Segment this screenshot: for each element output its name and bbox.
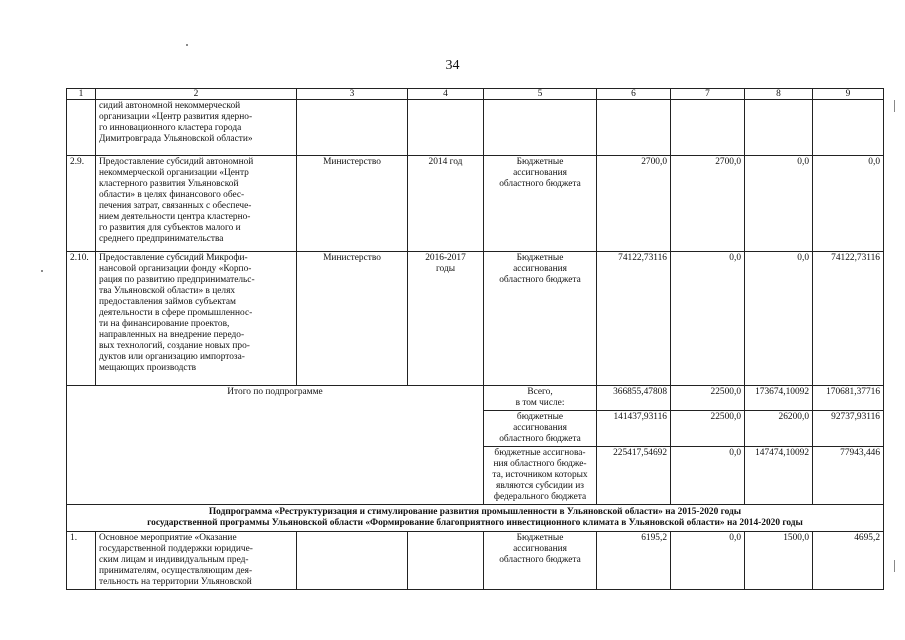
value-cell: 74122,73116 xyxy=(597,252,671,386)
subprogram-heading-row xyxy=(67,505,884,532)
value-cell: 2700,0 xyxy=(597,156,671,252)
source-cell: Бюджетные ассигнования областного бюджета xyxy=(484,532,597,590)
header-cell: 9 xyxy=(813,89,884,100)
source-cell: Бюджетные ассигнования областного бюджета xyxy=(484,156,597,252)
value-cell: 0,0 xyxy=(813,156,884,252)
scan-edge-mark xyxy=(894,560,895,572)
value-cell: 366855,47808 xyxy=(597,386,671,411)
value-cell: 0,0 xyxy=(745,252,813,386)
row-number: 2.10. xyxy=(67,252,96,386)
header-cell: 6 xyxy=(597,89,671,100)
responsible-cell xyxy=(297,100,408,156)
value-cell: 0,0 xyxy=(671,447,745,505)
value-cell xyxy=(813,100,884,156)
value-cell: 147474,10092 xyxy=(745,447,813,505)
header-cell: 1 xyxy=(67,89,96,100)
value-cell: 1500,0 xyxy=(745,532,813,590)
row-number: 2.9. xyxy=(67,156,96,252)
value-cell: 141437,93116 xyxy=(597,411,671,447)
responsible-cell: Министерство xyxy=(297,252,408,386)
value-cell: 0,0 xyxy=(745,156,813,252)
subprogram-title-line2: государственной программы Ульяновской области «Формирование благоприятного инвестиционного климата в Ульяновской области» на 2014-2020 годы xyxy=(147,518,803,528)
value-cell: 4695,2 xyxy=(813,532,884,590)
value-cell: 22500,0 xyxy=(671,411,745,447)
header-cell: 4 xyxy=(408,89,484,100)
page-number: 34 xyxy=(445,58,460,73)
value-cell: 74122,73116 xyxy=(813,252,884,386)
value-cell: 173674,10092 xyxy=(745,386,813,411)
period-cell xyxy=(408,532,484,590)
responsible-cell xyxy=(297,532,408,590)
value-cell: 77943,446 xyxy=(813,447,884,505)
header-cell: 8 xyxy=(745,89,813,100)
measure-name: Предоставление субсидий Микрофи- нансовой организации фонду «Корпо- рация по развитию предпринимательс- тва Ульяновской области» в целях предоставления займов субъектам деятельности в сфере промышленнос- ти на финансирование проектов, направленных на внедрение передо- вых технологий, создание новых про- дуктов или организацию импортоза- мещающих производств xyxy=(96,252,297,386)
scan-speck xyxy=(186,44,188,46)
value-cell xyxy=(597,100,671,156)
total-label: Итого по подпрограмме xyxy=(67,386,484,505)
header-cell: 2 xyxy=(96,89,297,100)
row-number: 1. xyxy=(67,532,96,590)
source-cell: бюджетные ассигнова- ния областного бюдже- та, источником которых являются субсидии из федерального бюджета xyxy=(484,447,597,505)
source-cell: бюджетные ассигнования областного бюджета xyxy=(484,411,597,447)
table-row xyxy=(67,100,884,156)
value-cell: 6195,2 xyxy=(597,532,671,590)
period-cell: 2016-2017 годы xyxy=(408,252,484,386)
subprogram-title-line1: Подпрограмма «Реструктуризация и стимулирование развития промышленности в Ульяновской области» на 2015-2020 годы xyxy=(208,507,742,517)
source-cell xyxy=(484,100,597,156)
period-cell xyxy=(408,100,484,156)
value-cell xyxy=(671,100,745,156)
source-cell: Бюджетные ассигнования областного бюджета xyxy=(484,252,597,386)
total-row xyxy=(67,386,884,411)
subprogram-heading xyxy=(67,505,884,532)
table-row xyxy=(67,252,884,386)
responsible-cell: Министерство xyxy=(297,156,408,252)
value-cell: 92737,93116 xyxy=(813,411,884,447)
value-cell: 2700,0 xyxy=(671,156,745,252)
scan-edge-mark xyxy=(894,100,895,112)
header-cell: 7 xyxy=(671,89,745,100)
value-cell: 0,0 xyxy=(671,532,745,590)
value-cell: 0,0 xyxy=(671,252,745,386)
header-cell: 3 xyxy=(297,89,408,100)
measure-name: сидий автономной некоммерческой организации «Центр развития ядерно- го инновационного кластера города Димитровграда Ульяновской области» xyxy=(96,100,297,156)
row-number xyxy=(67,100,96,156)
period-cell: 2014 год xyxy=(408,156,484,252)
measure-name: Основное мероприятие «Оказание государственной поддержки юридиче- ским лицам и индивидуальным пред- принимателям, осуществляющим дея- тельность на территории Ульяновской xyxy=(96,532,297,590)
value-cell xyxy=(745,100,813,156)
table-row xyxy=(67,156,884,252)
scan-speck xyxy=(41,270,43,272)
value-cell: 26200,0 xyxy=(745,411,813,447)
column-number-header-row xyxy=(67,89,884,100)
value-cell: 22500,0 xyxy=(671,386,745,411)
table-row xyxy=(67,532,884,590)
header-cell: 5 xyxy=(484,89,597,100)
measure-name: Предоставление субсидий автономной некоммерческой организации «Центр кластерного развития Ульяновской области» в целях финансового обес- печения затрат, связанных с обеспече- нием деятельности центра кластерно- го развития для субъектов малого и среднего предпринимательства xyxy=(96,156,297,252)
budget-table xyxy=(66,88,884,590)
value-cell: 170681,37716 xyxy=(813,386,884,411)
source-cell: Всего, в том числе: xyxy=(484,386,597,411)
value-cell: 225417,54692 xyxy=(597,447,671,505)
